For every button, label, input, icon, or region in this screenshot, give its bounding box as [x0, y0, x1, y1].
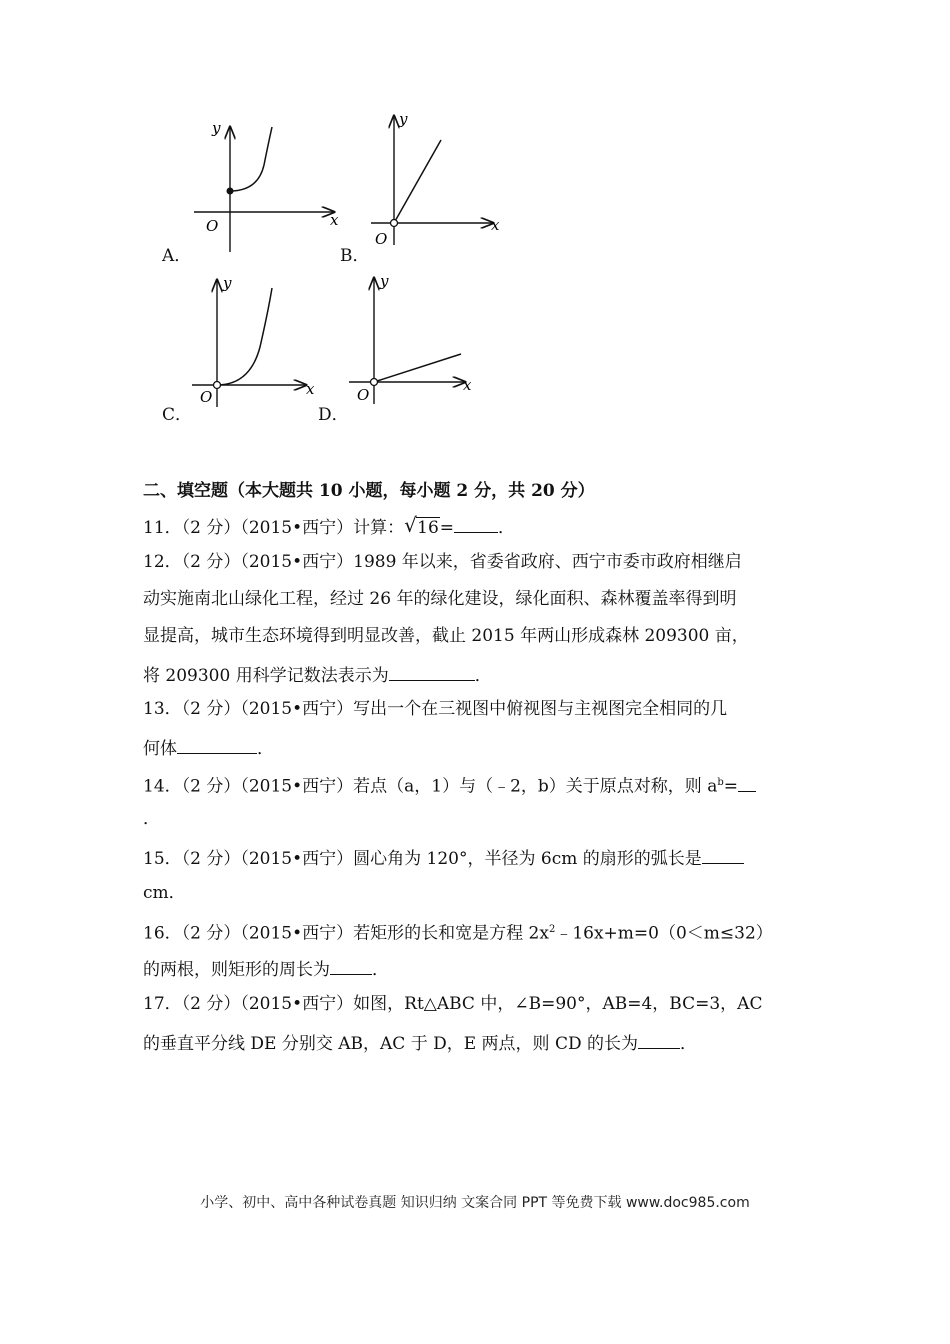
- q14-line2: ．: [143, 809, 160, 829]
- question-16-answer: [143, 956, 389, 981]
- origin-label: O: [357, 386, 370, 404]
- q17-line2: 的垂直平分线 DE 分别交 AB，AC 于 D，E 两点，则 CD 的长为: [143, 1034, 638, 1054]
- q11-equals: =: [439, 518, 455, 538]
- q17-line1: 17．（2 分）（2015•西宁）如图，Rt△ABC 中，∠B=90°，AB=4，BC=3，AC: [143, 994, 763, 1014]
- q12-blank[interactable]: [389, 662, 475, 681]
- q12-line2: 动实施南北山绿化工程，经过 26 年的绿化建设，绿化面积、森林覆盖率得到明: [143, 589, 737, 609]
- line: [394, 140, 441, 223]
- curve: [230, 127, 272, 191]
- q15-line2: cm．: [143, 883, 186, 903]
- graph-d: [345, 272, 485, 412]
- q11-prefix: 11．（2 分）（2015•西宁）计算：: [143, 518, 405, 538]
- q13-blank[interactable]: [177, 735, 257, 754]
- question-11: [143, 514, 515, 539]
- option-b-label: B．: [340, 246, 370, 266]
- question-13-answer: [143, 735, 274, 760]
- option-d-label: D．: [318, 405, 349, 425]
- q11-blank[interactable]: [454, 514, 498, 533]
- q17-end: ．: [680, 1034, 697, 1054]
- curve: [217, 288, 272, 385]
- q12-end: ．: [474, 666, 492, 686]
- graph-c: [188, 272, 328, 412]
- origin-label: O: [206, 217, 219, 235]
- origin-label: O: [375, 230, 388, 248]
- q13-line1: 13．（2 分）（2015•西宁）写出一个在三视图中俯视图与主视图完全相同的几: [143, 699, 728, 719]
- q17-blank[interactable]: [638, 1030, 680, 1049]
- q16-line2: 的两根，则矩形的周长为: [143, 960, 330, 980]
- sqrt-icon: √: [404, 513, 417, 537]
- option-c-label: C．: [162, 405, 193, 425]
- axis-x-label: x: [330, 211, 339, 229]
- q14-equals: =: [723, 776, 738, 797]
- axis-x-label: x: [491, 216, 500, 234]
- q13-end: ．: [257, 739, 274, 759]
- q14-text: 14．（2 分）（2015•西宁）若点（a，1）与（﹣2，b）关于原点对称，则 a: [143, 776, 718, 797]
- q16-blank[interactable]: [330, 956, 372, 975]
- graph-b: [365, 110, 505, 250]
- axis-y-label: y: [212, 119, 221, 137]
- q12-line3: 显提高，城市生态环境得到明显改善，截止 2015 年两山形成森林 209300 亩，: [143, 626, 749, 646]
- q11-end: ．: [498, 518, 516, 538]
- q14-exponent: b: [717, 777, 724, 788]
- axis-x-label: x: [306, 380, 315, 398]
- section-title: 二、填空题（本大题共 10 小题，每小题 2 分，共 20 分）: [143, 481, 595, 501]
- q12-line4: 将 209300 用科学记数法表示为: [143, 666, 389, 686]
- start-point: [227, 188, 234, 195]
- question-16: [143, 919, 773, 945]
- footer: 小学、初中、高中各种试卷真题 知识归纳 文案合同 PPT 等免费下载 www.doc985.com: [200, 1195, 750, 1211]
- q15-blank[interactable]: [702, 845, 744, 864]
- open-origin: [371, 379, 378, 386]
- question-12-answer: [143, 662, 492, 687]
- q14-blank[interactable]: [738, 773, 756, 792]
- q16-exponent: 2: [548, 924, 556, 935]
- question-15: [143, 845, 744, 870]
- axis-y-label: y: [399, 110, 408, 128]
- sqrt-expression: [404, 513, 440, 539]
- q12-line1: 12．（2 分）（2015•西宁）1989 年以来，省委省政府、西宁市委市政府相继启: [143, 552, 742, 572]
- q16-text: 16．（2 分）（2015•西宁）若矩形的长和宽是方程 2x: [143, 923, 549, 944]
- axis-y-label: y: [223, 274, 232, 292]
- question-17-answer: [143, 1030, 697, 1055]
- q13-line2: 何体: [143, 739, 177, 759]
- open-origin: [391, 220, 398, 227]
- open-origin: [214, 382, 221, 389]
- axis-x-label: x: [463, 376, 472, 394]
- graph-a: [188, 115, 348, 255]
- axis-y-label: y: [380, 272, 389, 290]
- question-14: [143, 772, 756, 798]
- option-a-label: A．: [162, 246, 192, 266]
- q16-text-post: ﹣16x+m=0（0＜m≤32）: [555, 923, 773, 944]
- radicand: 16: [417, 518, 439, 538]
- line: [374, 354, 461, 382]
- origin-label: O: [200, 388, 213, 406]
- q16-end: ．: [372, 960, 389, 980]
- q15-text: 15．（2 分）（2015•西宁）圆心角为 120°，半径为 6cm 的扇形的弧长是: [143, 849, 702, 869]
